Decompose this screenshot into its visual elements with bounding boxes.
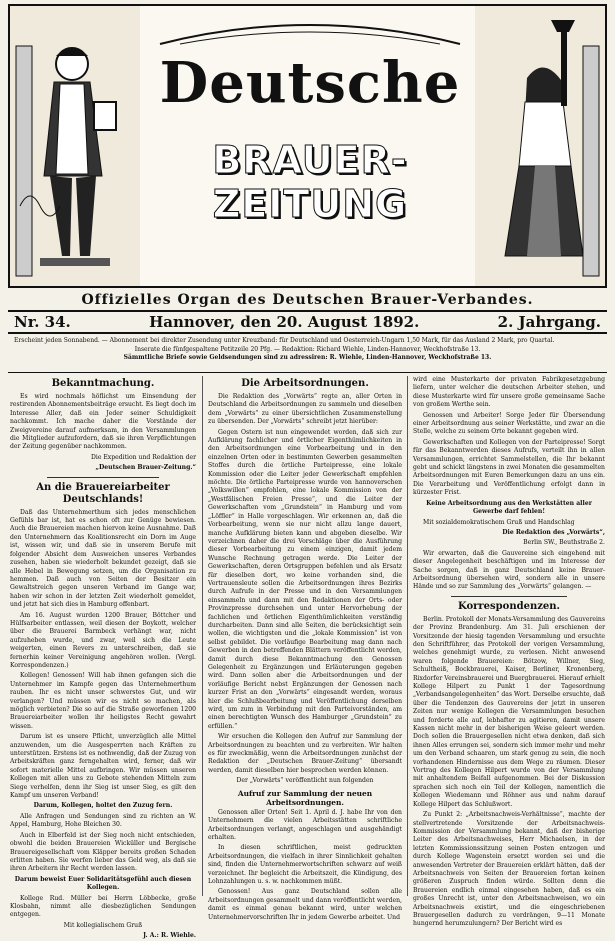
column-3: [413, 376, 605, 928]
subscription-info: [14, 337, 601, 363]
paragraph: Kollegen! Genossen! Will hab ihnen gefangen sich die Unternehmer im Kampfe gegen das Unternehmerthum rauben. Ihr es nicht unser schwerstes Gut, und wir verlangen? Und müssen wir es nicht so machen, als möglich verbieten? Die so auf die Straße geworfenen 1200 Brauereiarbeiter wollen ihr heiligstes Recht gewahrt wissen.: [10, 672, 196, 730]
paragraph: Es wird nochmals höflichst um Einsendung der restirenden Abonnementsbeiträge ersucht. Es liegt doch im Interesse Aller, daß ein Jeder seiner Schuldigkeit nachkommt. Ich mache daher die Vorstände der Zweigvereine darauf aufmerksam, in den Versammlungen die Mitglieder aufzufordern, daß sie ihren Verpflichtungen der Zeitung gegenüber nachkommen.: [10, 393, 196, 451]
divider: [451, 596, 566, 597]
paragraph: Daß das Unternehmerthum sich jedes menschlichen Gefühls bar ist, hat es schon oft zur Genüge bewiesen. Auch die Brauereien machen hiervon keine Ausnahme. Daß den Unternehmern das Koalitionsrecht ein Dorn im Auge ist, wissen wir, und daß sie in unserem Berufe mit folgender Absicht dem Ausweichen unseres Verbandes zusehen, haben sie wiederholt bekundet gezeigt, daß sie alle Hebel in Bewegung setzen, um die Organisation zu hemmen. Daß auch von Seiten der Besitzer ein Gewaltstreich gegen unseren Verband im Gange war, haben wir schon in der letzten Zeit wiederholt gemeldet, und jetzt hat sich dies in Hamburg offenbart.: [10, 508, 196, 609]
signature: J. A.: R. Wiehle.: [143, 932, 196, 940]
paragraph: Darum beweist Euer Solidaritätsgefühl auch diesen Kollegen.: [14, 875, 192, 892]
column-2: [208, 376, 402, 921]
paragraph: Mit sozialdemokratischem Gruß und Handschlag: [423, 518, 575, 526]
paragraph: Kollege Rud. Müller bei Herrn Löbbecke, große Klosbahn, nimmt alle diesbezüglichen Sendungen entgegen.: [10, 894, 196, 919]
signature: Die Redaktion des „Vorwärts“,: [502, 528, 605, 536]
issue-number: Nr. 34.: [14, 313, 71, 331]
woman-figure-illustration: [475, 6, 605, 286]
subscription-line: Sämmtliche Briefe sowie Geldsendungen sind zu adressiren: R. Wiehle, Linden-Hannover, Weckhofstraße 13.: [123, 354, 492, 362]
divider: [47, 477, 159, 478]
paragraph: Wir ersuchen die Kollegen den Aufruf zur Sammlung der Arbeitsordnungen zu beachten und zu verbreiten. Wir halten es für zweckmäßig, wenn die Arbeitsordnungen zunächst der Redaktion der „Deutschen Brauer-Zeitung“ übersandt werden, damit dieselben hier besprochen werden können.: [208, 733, 402, 774]
paragraph: Keine Arbeitsordnung aus den Werkstätten aller Gewerbe darf fehlen!: [426, 499, 592, 516]
paragraph: Darum, Kollegen, holtet den Zuzug fern.: [33, 802, 173, 810]
subscription-line: Erscheint jeden Sonnabend. — Abonnement bei direkter Zusendung unter Kreuzband: für Deutschland und Oesterreich-Ungarn 1,50 Mark, für das Ausland 2 Mark, pro Quartal.: [14, 337, 555, 344]
paragraph: Berlin. Protokoll der Monats-Versammlung des Gauvereins der Provinz Brandenburg. Am 31. Juli erschienen der Vorsitzende der hiesig tagenden Versammlung und ersuchte den Schriftführer, das Protokoll der vorigen Versammlung, welches genehmigt wurde, zu verlesen. Nicht anwesend waren folgende Brauereien: Bötzow, Willner, Sieg, Schultheiß, Bockbrauerei, Kaiser, Berliner, Kronenberg, Rixdorfer Vereinsbrauerei und Buergbrauerei. Hierauf erhielt Kollege Hilpert zu Punkt 1 der Tagesordnung „Verbandsangelegenheiten“ das Wort. Derselbe ersuchte, daß über die Tendenzen des Gauvereins der jetzt in unseren Zeiten nur wenige Kollegen die Versammlungen besuchen und forderte alle auf, lebhafter zu agitieren, damit unsere Kassen nicht mehr in der bisherigen Weise geleert werden. Doch sollen die Brauergesellen nicht etwa denken, daß sich ihnen Alles errungen sei, sondern sich immer mehr und mehr um den Verband schaaren, um stark genug zu sein, die noch vorhandenen Hindernisse aus dem Wege zu räumen. Dieser Vortrag des Kollegen Hilpert wurde von der Versammlung mit anhaltendem Beifall aufgenommen. Bei der Diskussion sprachen sich noch ein Teil der Kollegen, namentlich die Kollegen Wiedemann und Röhner aus und nahm darauf Kollege Hilpert das Schlußwort.: [413, 615, 605, 808]
brewer-figure-illustration: [10, 6, 140, 286]
paragraph: Alle Anfragen und Sendungen sind zu richten an W. Appel, Hamburg, Hohe Bleichen 30.: [10, 812, 196, 829]
paragraph: Gegen Ostern ist nun eingewendet worden, daß sich zur Aufklärung fachlicher und örtlicher Eigenthümlichkeiten in den Arbeitsordnungen eine Vorbearbeitung und in den einzelnen Orten oder in bestimmten Gewerben gesammelten Stoffes durch die örtliche Parteipresse, eine lokale Kommission oder die Leiter jeder Gewerkschaft empfehlen möchte. Die örtliche Parteipresse wurde von hannoverschen „Volkswillen“ empfohlen, eine lokale Kommission von der „Westfälischen Freien Presse“, und die Leiter der Gewerkschaften vom „Grundstein“ in Hamburg und vom „Löffler“ in Halle vorgeschlagen. Wir erkennen an, daß die Vorbearbeitung, wenn sie nur nicht allzu lange dauert, manche Aufklärung bieten kann und abgeben dieselbe. Wir verzeichnen daher die drei Vorschläge über die Ausführung dieser Vorbearbeitung zu einem einzigen, damit jedem Wunsche Rechnung getragen werde. Die Leiter der Gewerkschaften, deren Ortsgruppen befehlen und als Ersatz für dieselben dort, wo keine vorhanden sind, die Vertrauensleute sollen die Arbeitsordnungen ihres Bezirks durch Aufrufe in der Presse und in den Versammlungen einsammeln und dann mit den Redaktionen der Orts- oder Provinzpresse durchsehen und unter Hervorhebung der fachlichen und örtlichen Eigenthümlichkeiten verständig durcharbeiten. Dann sind alle Seiten, die berücksichtigt sein wollen, die wichtigsten und die „lokale Kommission“ ist von selbst gebildet. Die vorläufige Bearbeitung mag dann nach Gewerben in den betreffenden Blättern veröffentlicht werden, damit durch diese Bekanntmachung den Genossen Gelegenheit zu Ergänzungen und Erläuterungen gegeben wird. Dann sollen aber die Arbeitsordnungen und der vorläufige Bericht nebst Ergänzungen der Genossen nach kurzer Frist an den „Vorwärts“ eingesandt werden, woraus hier die Schlußbearbeitung und Veröffentlichung derselben wird, um zum in Verbindung mit den Parteivorständen, am einen berechtigten Wunsch des Hamburger „Grundstein“ zu erfüllen.“: [208, 428, 402, 730]
greeting: Mit kollegialischem Gruß: [63, 921, 143, 929]
paragraph: Genossen aller Orten! Seit 1. April d. J. habe Ihr von den Unternehmern die vielen Arbeitsstätten schriftliche Arbeitsordnungen verlangt, angeschlagen und ausgehändigt erhalten.: [208, 808, 402, 841]
volume-year: 2. Jahrgang.: [497, 313, 601, 331]
heading-arbeitsordnungen: Die Arbeitsordnungen.: [241, 378, 369, 389]
paragraph: Gewerkschaften und Kollegen von der Parteipresse! Sorgt für das Bekanntwerden dieses Aufrufs, verteilt ihn in allen Versammlungen, errichtet Sammelstellen, die Ihr bekannt gebt und schickt längstens in zwei Monaten die gesammelten Arbeitsordnungen mit Euren Bemerkungen dazu an uns ein. Die Verarbeitung und Veröffentlichung erfolgt dann in kürzester Frist.: [413, 438, 605, 497]
paragraph: Der „Vorwärts“ veröffentlicht nun folgenden: [236, 777, 374, 785]
column-divider: [407, 376, 408, 896]
title-brauer-zeitung: BRAUER-ZEITUNG: [212, 138, 408, 226]
heading-korrespondenzen: Korrespondenzen.: [457, 600, 561, 612]
title-deutsche: Deutsche: [159, 50, 461, 116]
paragraph: In diesen schriftlichen, meist gedruckten Arbeitsordnungen, die vielfach in ihrer Sinnlichkeit gehalten sind, finden die Unternehmerwortschriften schwarz auf weiß verzeichnet. Ihr begleicht die Arbeitszeit, die Kündigung, des Lohnzahlungen u. s. w. nachkommen müßt.: [208, 844, 402, 885]
paragraph: Am 16. August wurden 1200 Brauer, Böttcher und Hülfsarbeiter entlassen, weil diesen der Boykott, welcher über die Brauerei Barmbeck verhängt war, nicht aufzuheben wurde, und zwar, weil sich die Leute weigerten, einen Revers zu unterschreiben, daß sie fernerhin keiner Vereinigung angehören wollen. (Vergl. Korrespondenzen.): [10, 611, 196, 669]
heading-appeal: Deutschlands!: [62, 493, 144, 505]
divider: [8, 372, 607, 373]
signature: Berlin SW., Beuthstraße 2.: [523, 539, 605, 547]
heading-appeal: An die Brauereiarbeiter: [36, 481, 170, 493]
masthead: [8, 4, 607, 288]
paragraph: Auch in Elberfeld ist der Sieg noch nicht entschieden, obwohl die beiden Brauereien Wicküller und Bergische Brauereigesellschaft vom Kläpper bereits großen Schaden erlitten haben. Sie werfen lieber das Geld weg, als daß sie ihren Arbeitern ihr Recht werden lassen.: [10, 831, 196, 873]
heading-aufruf: Aufruf zur Sammlung der neuen Arbeitsordnungen.: [237, 788, 373, 807]
paragraph: Die Redaktion des „Vorwärts“ regte an, aller Orten in Deutschland die Arbeitsordnungen zu sammeln und dieselben dem „Vorwärts“ zu einer übersichtlichen Zusammenstellung zu übersenden. Der „Vorwärts“ schreibt jetzt hierüber:: [208, 393, 402, 426]
paragraph: Genossen! Aus ganz Deutschland sollen alle Arbeitsordnungen gesammelt und dann veröffentlicht werden, damit es einmal genau bekannt wird, unter welchen Unternehmervorschriften Ihr in jedem Gewerbe arbeitet. Und: [208, 888, 402, 921]
signature: „Deutschen Brauer-Zeitung.“: [95, 464, 196, 472]
paragraph: Zu Punkt 2: „Arbeitsnachweis-Verhältnisse“, machte der stellvertretende Vorsitzende der Arbeitsnachweis-Kommission der Versammlung bekannt, daß der bisherige Leiter des Arbeitsnachweises, Herr Michaelsen, in der letzten Kommissionssitzung seinen Posten entzogen und durch Kollege Wagenstein ersetzt worden sei und die anwesenden Vertreter der Brauereien erklärt hätten, daß der Arbeitsnachweis von Seiten der Brauereien fortan keinen größeren Zuspruch finden würde. Sollten denn die Brauereien endlich einmal eingesehen haben, daß es ein großes Unrecht ist, unter den Arbeitsnachweisen, wo ein Arbeitsnachweis existirt, und die eingeschriebenen Brauergesellen dadurch zu verdrängen, 9—11 Monate hungernd herumzulungern? Der Bericht wird es: [413, 811, 605, 928]
ornament-arch: [160, 16, 460, 46]
place-date: Hannover, den 20. August 1892.: [149, 313, 420, 331]
dateline: [8, 310, 607, 334]
heading-bekanntmachung: Bekanntmachung.: [51, 378, 155, 389]
signature: Die Expedition und Redaktion der: [90, 453, 196, 461]
paragraph: Darum ist es unsere Pflicht, unverzüglich alle Mittel anzuwenden, um die Ausgesperrten nach Kräften zu unterstützen. Erstens ist es nothwendig, daß der Zuzug von Arbeitskräften ganz ferngehalten wird, ferner, daß wir sofort materielle Mittel aufbringen. Wir müssen unseren Kollegen mit allen uns zu Gebote stehenden Mitteln zum Siege verhelfen, denn ihr Sieg ist unser Sieg, es gilt den Kampf um unseren Verband!: [10, 733, 196, 800]
paragraph: Wir erwarten, daß die Gauvereine sich eingehend mit dieser Angelegenheit beschäftigen und im Interesse der Sache sorgen, daß in ganz Deutschland keine Brauer-Arbeitsordnung übersehen wird, sondern alle in unsere Hände und so zur Sammlung des „Vorwärts“ gelangen. —: [413, 549, 605, 591]
paragraph: Genossen und Arbeiter! Sorge Jeder für Übersendung einer Arbeitsordnung aus seiner Werkstätte, und zwar an die Stelle, welche zu seinem Orte bekannt gegeben wird.: [413, 411, 605, 436]
column-divider: [202, 376, 203, 896]
paragraph: wird eine Musterkarte der privaten Fabrikgesetzgebung liefern, unter welcher die deutschen Arbeiter stehen, und diese Musterkarte wird für unsere große gemeinsame Sache von großem Werthe sein.: [413, 376, 605, 409]
column-1: [10, 376, 196, 940]
organ-line: Offizielles Organ des Deutschen Brauer-Verbandes.: [81, 292, 534, 308]
subscription-line: Inserate die fünfgespaltene Petitzeile 20 Pfg. — Redaktion: Richard Wiehle, Linden-Hannover, Weckhofstraße 13.: [134, 345, 481, 353]
